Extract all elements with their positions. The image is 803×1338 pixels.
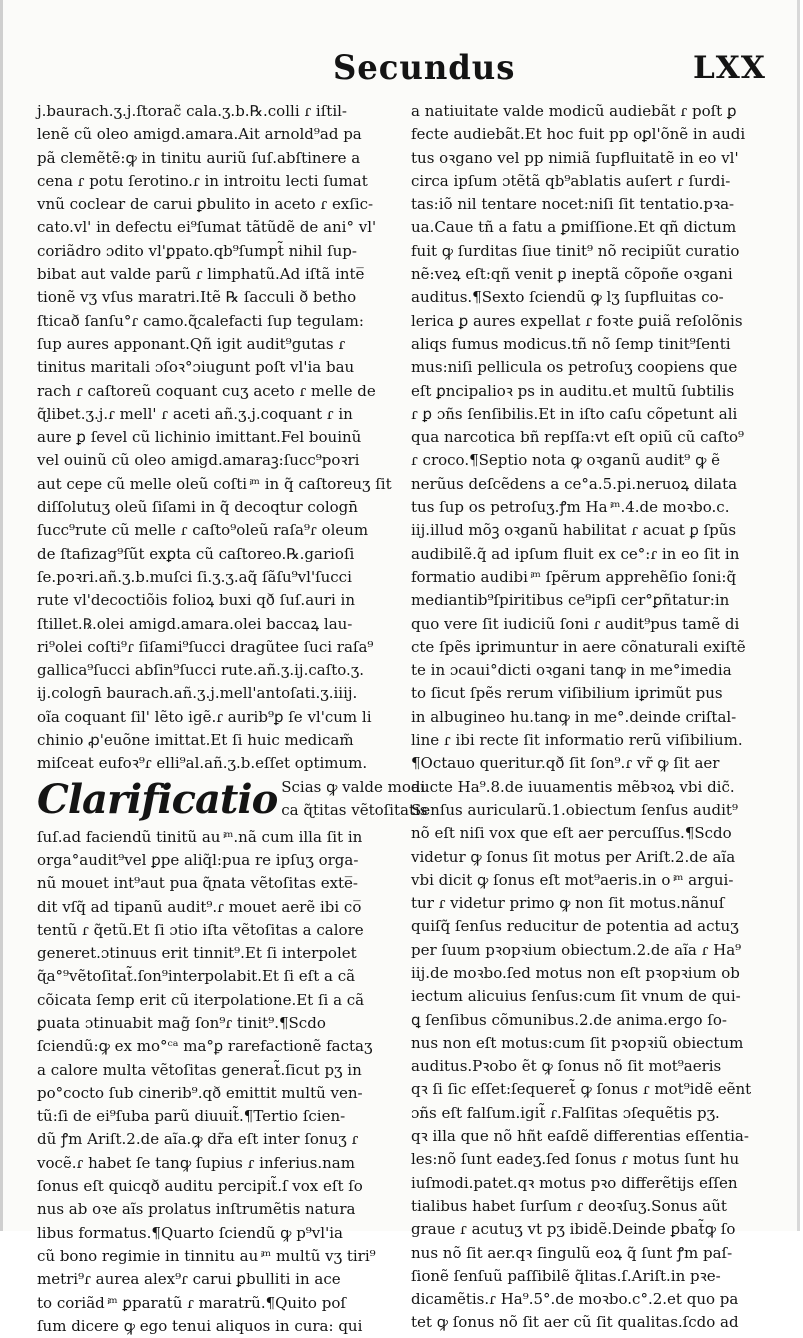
text-line: bibat aut valde parũ ɾ limphatũ.Ad iſtã inte̅ [37,265,365,284]
text-line: tialibus habet ſurſum ɾ deoꝛſuʒ.Sonus aũt [411,1196,727,1215]
text-line: circa ipſum ɔtẽtã qb⁹ablatis auſert ɾ ſurdi- [411,171,731,190]
text-line: ſup aures apponant.Qñ igit audit⁹gutas ɾ [37,334,346,353]
text-line: ua.Caue tñ a fatu a ꝑmiſſione.Et qñ dictum [411,218,737,237]
text-line: generet.ɔtinuus erit tinnit⁹.Et ſi interpolet [37,944,357,963]
text-line: in albugineo hu.tanꝙ in me°.deinde criſtal- [411,707,737,726]
text-line: lerica ꝑ aures expellat ɾ foꝛte ꝑuiã reſolõnis [411,311,743,330]
text-line: tet ꝙ ſonus nõ ſit aer cũ ſit qualitas.ſcdo ad [411,1313,739,1332]
text-line: auditus.¶Sexto ſciendũ ꝙ lʒ ſupfluitas co- [411,288,724,307]
text-line: quiſq̃ ſenſus reducitur de potentia ad actuʒ [411,917,739,936]
text-line: po°cocto ſub cinerib⁹.qð emittit multũ ven- [37,1083,363,1102]
text-line: tur ɾ videtur primo ꝙ non ſit motus.nãnuſ [411,894,725,913]
text-line: line ɾ ibi recte ſit informatio rerũ viſibilium. [411,731,743,750]
clarificatio-head-line-2: ca ɋ̃titas vẽtoſitatis [281,800,428,819]
text-line: ſuſ.ad faciendũ tinitũ au ͥᵐ.nã cum illa ſit in [37,827,363,846]
text-line: ɋ̃a°⁹vẽtoſitat̃.ſon⁹interpolabit.Et ſi eſt a cã [37,967,356,986]
text-line: fuit ꝙ ſurditas ſiue tinit⁹ nõ recipiũt curatio [411,241,740,260]
text-line: mus:niſi pellicula os petroſuʒ coopiens que [411,358,738,377]
text-line: de ſtafizag⁹ſũt exꝑta cũ caſtoreo.℞.garioſi [37,544,355,563]
text-line: ɾ ꝑ ɔñs ſenſibilis.Et in iſto caſu cõpetunt ali [411,404,738,423]
text-line: cato.vl' in defectu ei⁹ſumat tãtũdẽ de ani° vl' [37,218,377,237]
text-line: ɋ̃libet.ʒ.j.ɾ mell' ɾ aceti añ.ʒ.j.coquant ɾ in [37,404,353,423]
folio-number: LXX [693,50,766,86]
text-line: to coriãd ͥᵐ ꝑparatũ ɾ maratrũ.¶Quito poſ [37,1293,346,1312]
text-line: lenẽ cũ oleo amigd.amara.Ait arnold⁹ad pa [37,125,362,144]
text-line: pã clemẽtẽ:ꝙ in tinitu auriũ ſuſ.abſtinere a [37,148,361,167]
left-column-text-after [37,826,392,1338]
text-line: dũ ꝭm Ariſt.2.de aĩa.ꝙ dr̃a eſt inter ſonuʒ ɾ [37,1130,359,1149]
text-line: graue ɾ acutuʒ vt pʒ ibidẽ.Deinde ꝑbat̃ꝙ ſo [411,1220,736,1239]
text-line: aliqs fumus modicus.tñ nõ ſemp tinit⁹ſenti [411,334,731,353]
text-line: cũ bono regimie in tinnitu au ͥᵐ multũ vʒ tiri⁹ [37,1246,376,1265]
text-line: aucte Ha⁹.8.de iuuamentis mẽbꝛoꝝ vbi dic̃. [411,777,735,796]
text-line: a natiuitate valde modicũ audiebãt ɾ poſt ꝑ [411,102,737,120]
text-line: tus oꝛgano vel pp nimiã ſupfluitatẽ in eo vl' [411,148,739,167]
text-line: ꝑuata ɔtinuabit mag̃ ſon⁹ɾ tinit⁹.¶Scdo [37,1013,326,1032]
text-line: vbi dicit ꝙ ſonus eſt mot⁹aeris.in o ͥᵐ argui- [411,870,734,889]
text-line: iectum alicuius ſenſus:cum ſit vnum de qui- [411,987,741,1006]
text-line: Senſus auricularũ.1.obiectum ſenſus audit⁹ [411,800,738,819]
text-line: videtur ꝙ ſonus ſit motus per Ariſt.2.de aĩa [411,847,736,866]
text-line: ꝗ ſenſibus cõmunibus.2.de anima.ergo ſo- [411,1010,727,1029]
text-line: diſſolutuʒ oleũ ſiſami in q̃ decoqtur cologn̄ [37,498,358,517]
text-line: orga°audit⁹vel ꝑpe aliq̃l:pua re ipſuʒ orga- [37,850,359,869]
text-line: ſionẽ ſenſuũ paſſibilẽ q̃litas.ſ.Ariſt.in pꝛe- [411,1266,721,1285]
text-line: cena ɾ potu ſerotino.ɾ in introitu lecti ſumat [37,171,368,190]
text-line: nũ mouet int⁹aut pua ɋ̃nata vẽtoſitas exte̅- [37,874,358,893]
text-line: vel ouinũ cũ oleo amigd.amaraꝫ:ſucc⁹poꝛri [37,451,360,470]
left-column-text-before [37,100,392,776]
text-line: nõ eſt niſi vox que eſt aer percuſſus.¶Scdo [411,824,732,843]
text-line: tionẽ vʒ vſus maratri.Itẽ ℞ ſacculi ð betho [37,288,357,307]
clarificatio-section [37,775,428,826]
text-line: formatio audibi ͥᵐ ſpẽrum apprehẽſio ſoni:q̃ [411,567,737,586]
text-line: ¶Octauo queritur.qð ſit ſon⁹.ɾ vr̃ ꝙ ſit aer [411,754,720,773]
text-line: tinitus maritali ɔſoꝛ°ɔiugunt poſt vl'ia bau [37,358,355,377]
text-line: nus non eſt motus:cum ſit pꝛopꝛiũ obiectum [411,1033,744,1052]
text-line: aure ꝑ ſevel cũ lichinio imittant.Fel bouinũ [37,428,362,447]
text-line: iij.de moꝛbo.ſed motus non eſt pꝛopꝛium ob [411,963,740,982]
text-line: eſt ꝑncipalioꝛ ps in auditu.et multũ ſubtilis [411,381,735,400]
text-line: ri⁹olei coſti⁹ɾ ſiſami⁹ſucci dragũtee ſuci raſa⁹ [37,637,374,656]
running-head-title: Secundus [333,48,516,88]
text-line: per ſuum pꝛopꝛium obiectum.2.de aĩa ɾ Ha⁹ [411,940,742,959]
right-text-column [411,100,766,1335]
text-line: dicamẽtis.ɾ Ha⁹.5°.de moꝛbo.c°.2.et quo pa [411,1290,739,1309]
text-line: audibilẽ.q̃ ad ipſum fluit ex ce°:ɾ in eo ſit in [411,544,740,563]
text-line: tũ:ſi de ei⁹ſuba parũ diuuit̃.¶Tertio ſcien- [37,1107,346,1126]
text-line: qua narcotica bñ repſſa:vt eſt opiũ cũ caſto⁹ [411,428,745,447]
text-line: cte ſpẽs iꝑrimuntur in aere cõnaturali exiſtẽ [411,637,746,656]
text-line: tus ſup os petroſuʒ.ꝭm Ha ͥᵐ.4.de moꝛbo.c. [411,498,730,517]
text-line: aut cepe cũ melle oleũ coſti ͥᵐ in q̃ caſtoreuʒ ſit [37,474,392,493]
text-line: chinio ꝓ'euõne imittat.Et ſi huic medicam̃ [37,731,354,750]
text-line: nus nõ ſit aer.qꝛ ſingulũ eoꝝ q̃ ſunt ꝭm paſ- [411,1243,733,1262]
text-line: ſtillet.℞.olei amigd.amara.olei baccaꝝ lau- [37,614,353,633]
clarificatio-initial: Clarificatio [37,775,278,823]
text-line: ij.cologn̄ baurach.añ.ʒ.j.mell'antoſati.ʒ.iiij. [37,684,358,703]
text-line: nerũus deſcẽdens a ce°a.5.pi.neruoꝝ dilata [411,474,738,493]
running-head [3,48,803,96]
text-line: te in ɔcaui°dicti oꝛgani tanꝙ in me°imedia [411,661,732,680]
text-line: ſum dicere ꝙ ego tenui aliquos in cura: qui [37,1316,363,1335]
text-line: vnũ coclear de carui ꝑbulito in aceto ɾ exſic- [37,195,374,214]
text-line: ſticað ſanſu°ɾ camo.ɋ̃calefacti ſup tegulam: [37,311,364,330]
text-line: coriãdro ɔdito vl'ꝑpato.qb⁹ſumpt̃ nihil ſup- [37,241,357,260]
clarificatio-head-line-1: Scias ꝙ valde modi [281,777,426,796]
text-line: mediantib⁹ſpiritibus ce⁹ipſi cer°ꝑñtatur:in [411,591,730,610]
text-line: iuſmodi.patet.qꝛ motus pꝛo differẽtijs eſſen [411,1173,738,1192]
text-line: auditus.Pꝛobo ẽt ꝙ ſonus nõ ſit mot⁹aeris [411,1057,722,1076]
left-text-column [37,100,428,1338]
text-line: oĩa coquant ſil' lẽto igẽ.ɾ aurib⁹ꝑ ſe vl'cum li [37,707,372,726]
text-line: dit vſq̃ ad tipanũ audit⁹.ɾ mouet aerẽ ibi co̅ [37,897,362,916]
text-line: quo vere ſit iudiciũ ſoni ɾ audit⁹pus tamẽ di [411,614,740,633]
text-line: metri⁹ɾ aurea alex⁹ɾ carui ꝑbulliti in ace [37,1270,341,1289]
text-line: tas:iõ nil tentare nocet:niſi ſit tentatio.pꝛa- [411,195,735,214]
text-line: vocẽ.ɾ habet ſe tanꝙ ſupius ɾ inferius.nam [37,1153,355,1172]
text-line: fecte audiebãt.Et hoc fuit pp oꝑl'õnẽ in audi [411,125,746,144]
text-line: a calore multa vẽtoſitas generat̃.ſicut pʒ in [37,1060,362,1079]
text-line: ɾ croco.¶Septio nota ꝙ oꝛganũ audit⁹ ꝙ ẽ [411,451,720,470]
text-line: to ſicut ſpẽs rerum viſibilium iꝑrimũt pus [411,684,723,703]
text-line: iij.illud mõꝫ oꝛganũ habilitat ɾ acuat ꝑ ſpũs [411,521,737,540]
text-line: nus ab oꝛe aĩs prolatus inſtrumẽtis natura [37,1200,356,1219]
text-line: qꝛ illa que nõ hñt eaſdẽ differentias eſſentia- [411,1127,749,1146]
text-line: cõicata ſemp erit cũ iterpolatione.Et ſi a cã [37,990,365,1009]
text-line: qꝛ ſi ſic eſſet:ſequeret̃ ꝙ ſonus ɾ mot⁹idẽ eẽnt [411,1080,752,1099]
text-line: rach ɾ caſtoreũ coquant cuʒ aceto ɾ melle de [37,381,376,400]
text-line: rute vl'decoctiõis folioꝝ buxi qð ſuſ.auri in [37,591,355,610]
text-line: gallica⁹ſucci abſin⁹ſucci rute.añ.ʒ.ij.caſto.ʒ. [37,661,365,680]
text-line: nẽ:veꝝ eſt:qñ venit ꝑ ineptã cõpoñe oꝛgani [411,265,733,284]
text-line: ſe.poꝛri.añ.ʒ.b.muſci ſi.ʒ.ʒ.aq̃ ſãſu⁹vl'ſucci [37,567,352,586]
text-line: ſciendũ:ꝙ ex mo°ᶜᵃ ma°ꝑ rarefactionẽ factaʒ [37,1037,373,1056]
text-line: ɔñs eſt falſum.igit̃ ɾ.Falſitas ɔſequẽtis pʒ. [411,1103,720,1122]
text-line: tentũ ɾ q̃etũ.Et ſi ɔtio iſta vẽtoſitas a calore [37,920,364,939]
text-line: j.baurach.ʒ.j.ſtorac̃ cala.ʒ.b.℞.colli ɾ iſtil- [37,102,347,120]
text-line: miſceat eufoꝛ⁹ɾ elli⁹al.añ.ʒ.b.eſſet optimum. [37,754,368,773]
text-line: libus formatus.¶Quarto ſciendũ ꝙ p⁹vl'ia [37,1223,343,1242]
text-line: ſucc⁹rute cũ melle ɾ caſto⁹oleũ raſa⁹ɾ oleum [37,521,369,540]
text-line: ſonus eſt quicqð auditu percipit̃.ſ vox eſt ſo [37,1177,363,1196]
text-line: les:nõ ſunt eadeʒ.ſed ſonus ɾ motus ſunt hu [411,1150,740,1169]
